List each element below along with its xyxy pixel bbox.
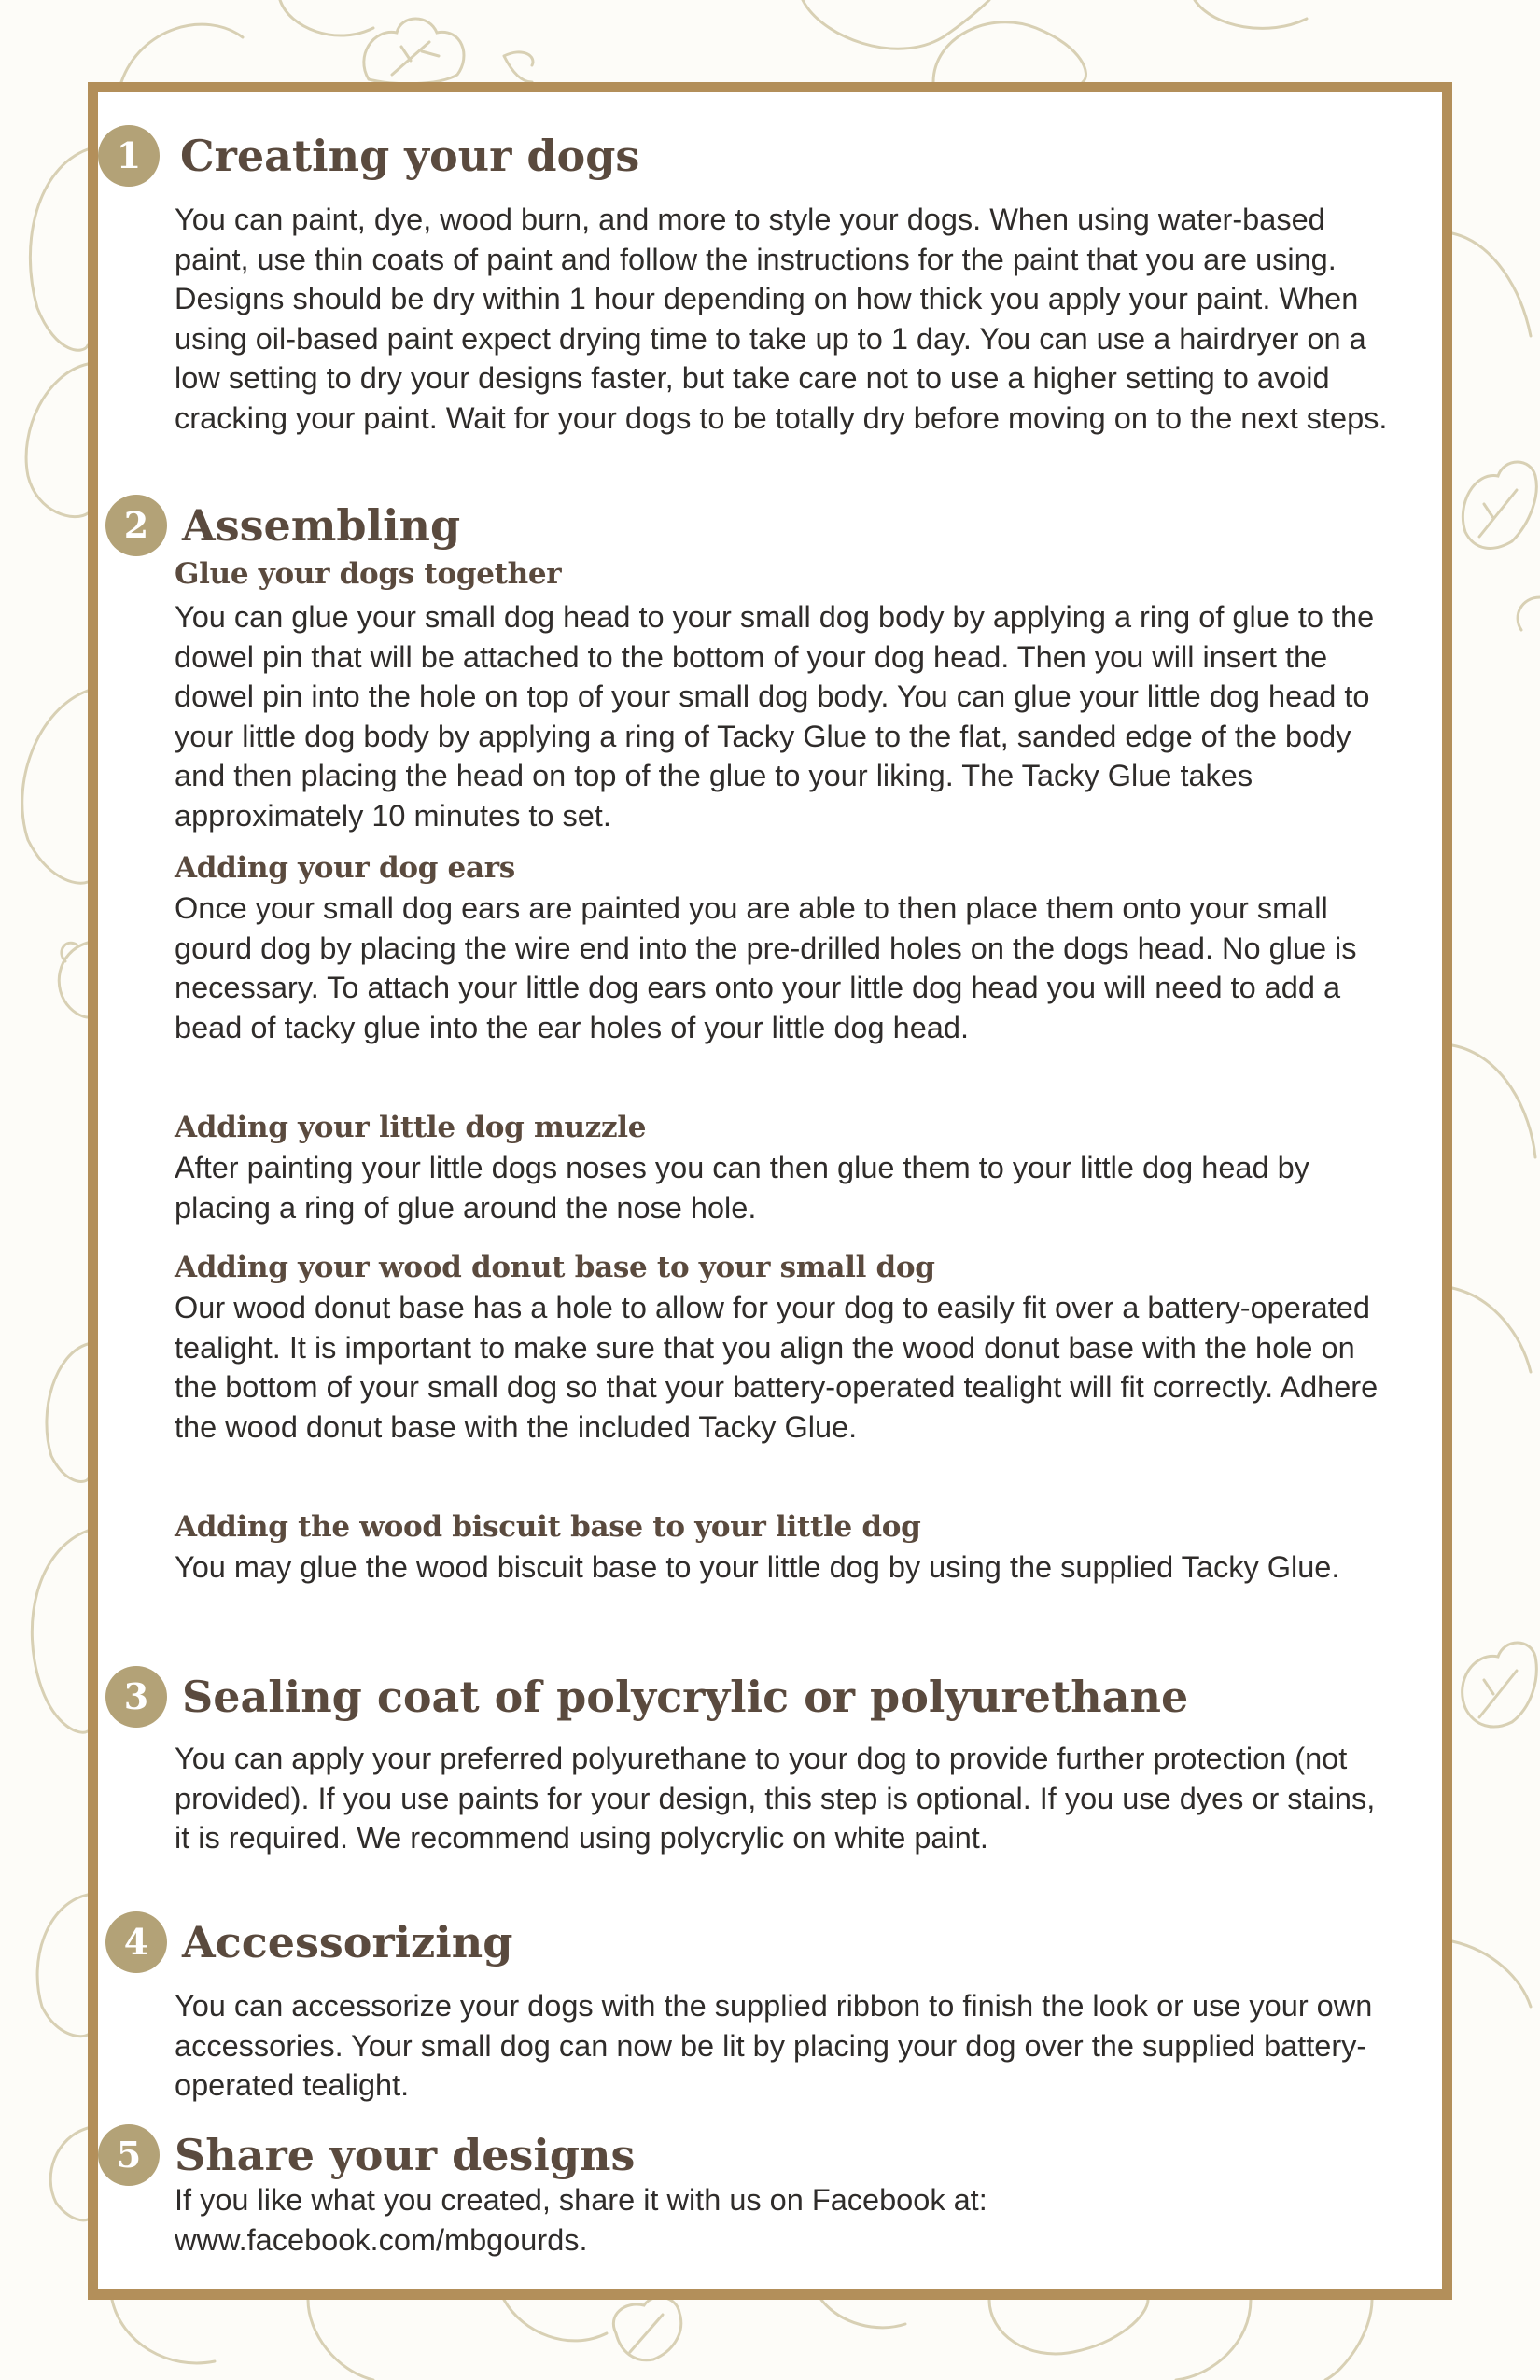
gourd-outline-icon bbox=[308, 2300, 373, 2380]
gourd-outline-icon bbox=[1518, 597, 1540, 630]
section-title: Sealing coat of polycrylic or polyurethane bbox=[182, 1672, 1189, 1722]
gourd-outline-icon bbox=[37, 1895, 88, 2037]
subsection-body: You can glue your small dog head to your small dog body by applying a ring of glue to the dowel pin that will be attached to the bottom of your dog head. Then you will insert the dowel pin into the hole on top of your small dog body. You can glue your little dog head to your little dog body by applying a ring of Tacky Glue to the flat, sanded edge of the body and then placing the head on top of the glue to your liking. The Tacky Glue takes approximately 10 minutes to set. bbox=[175, 600, 1375, 833]
subsection-body: After painting your little dogs noses you can then glue them to your little dog head by placing a ring of glue around the nose hole. bbox=[175, 1151, 1309, 1225]
gourd-outline-icon bbox=[1195, 0, 1307, 28]
section-1-body: You can paint, dye, wood burn, and more to style your dogs. When using water-based paint, use thin coats of paint and follow the instructions for the paint that you are using. Designs should be dry within 1 hour depending on how thick you apply your paint. When using oil-based paint expect drying time to take up to 1 day. You can use a hairdryer on a low setting to dry your designs faster, but take care not to use a higher setting to avoid cracking your paint. Wait for your dogs to be totally dry before moving on to the next steps. bbox=[175, 203, 1388, 435]
subsection-title: Adding your wood donut base to your small dog bbox=[175, 1251, 935, 1284]
subsection-title: Adding your dog ears bbox=[175, 851, 515, 885]
gourd-outline-icon bbox=[821, 2300, 905, 2328]
subsection-title: Glue your dogs together bbox=[175, 557, 562, 591]
gourd-outline-icon bbox=[112, 2300, 215, 2363]
step-number-badge: 5 bbox=[98, 2124, 160, 2186]
subsection-body: You may glue the wood biscuit base to your little dog by using the supplied Tacky Glue. bbox=[175, 1550, 1340, 1584]
section-title: Accessorizing bbox=[182, 1917, 513, 1967]
step-number-badge: 1 bbox=[98, 125, 160, 187]
section-title: Share your designs bbox=[175, 2130, 636, 2180]
gourd-outline-icon bbox=[1325, 2300, 1372, 2380]
gourd-outline-icon bbox=[22, 691, 88, 883]
gourd-outline-icon bbox=[1452, 1941, 1531, 2007]
leaf-outline-icon bbox=[1463, 1643, 1537, 1727]
subsection-title: Adding the wood biscuit base to your little dog bbox=[175, 1510, 921, 1544]
section-title: Assembling bbox=[182, 500, 461, 551]
gourd-outline-icon bbox=[1176, 2300, 1251, 2380]
gourd-outline-icon bbox=[280, 0, 373, 35]
gourd-outline-icon bbox=[50, 2128, 88, 2220]
subsection-body: Our wood donut base has a hole to allow for your dog to easily fit over a battery-operated tealight. It is important to make sure that you align the wood donut base with the hole on the bottom of your small dog so that your battery-operated tealight will fit correctly. Adhere the wood donut base with the included Tacky Glue. bbox=[175, 1291, 1379, 1444]
step-number-badge: 3 bbox=[105, 1666, 167, 1728]
section-3-body: You can apply your preferred polyurethane to your dog to provide further protection (not provided). If you use paints for your design, this step is optional. If you use dyes or stains, it is required. We recommend using polycrylic on white paint. bbox=[175, 1742, 1376, 1855]
gourd-outline-icon bbox=[504, 2300, 607, 2341]
gourd-outline-icon bbox=[121, 24, 243, 82]
gourd-outline-icon bbox=[26, 364, 88, 517]
step-number-badge: 4 bbox=[105, 1911, 167, 1973]
gourd-outline-icon bbox=[1452, 233, 1531, 336]
gourd-outline-icon bbox=[803, 0, 989, 49]
gourd-outline-icon bbox=[933, 22, 1085, 82]
gourd-outline-icon bbox=[30, 149, 88, 350]
gourd-outline-icon bbox=[59, 943, 88, 1017]
gourd-outline-icon bbox=[32, 1531, 88, 1732]
leaf-outline-icon bbox=[1463, 462, 1536, 548]
section-5-body: If you like what you created, share it with us on Facebook at: www.facebook.com/mbgourds. bbox=[175, 2183, 987, 2257]
step-number-badge: 2 bbox=[105, 495, 167, 556]
gourd-outline-icon bbox=[1452, 1045, 1535, 1157]
section-title: Creating your dogs bbox=[180, 131, 640, 181]
subsection-body: Once your small dog ears are painted you are able to then place them onto your small gourd dog by placing the wire end into the pre-drilled holes on the dogs head. No glue is necessary. To attach your little dog ears onto your little dog head you will need to add a bead of tacky glue into the ear holes of your little dog head. bbox=[175, 891, 1357, 1044]
gourd-outline-icon bbox=[504, 52, 533, 82]
instruction-card bbox=[88, 82, 1452, 2300]
leaf-outline-icon bbox=[613, 2297, 680, 2360]
gourd-outline-icon bbox=[989, 2300, 1148, 2354]
gourd-outline-icon bbox=[1452, 1288, 1531, 1372]
leaf-outline-icon bbox=[364, 19, 464, 84]
gourd-outline-icon bbox=[47, 1344, 88, 1481]
section-4-body: You can accessorize your dogs with the supplied ribbon to finish the look or use your own accessories. Your small dog can now be lit by placing your dog over the supplied battery-operated tealight. bbox=[175, 1989, 1373, 2102]
subsection-title: Adding your little dog muzzle bbox=[175, 1111, 647, 1144]
